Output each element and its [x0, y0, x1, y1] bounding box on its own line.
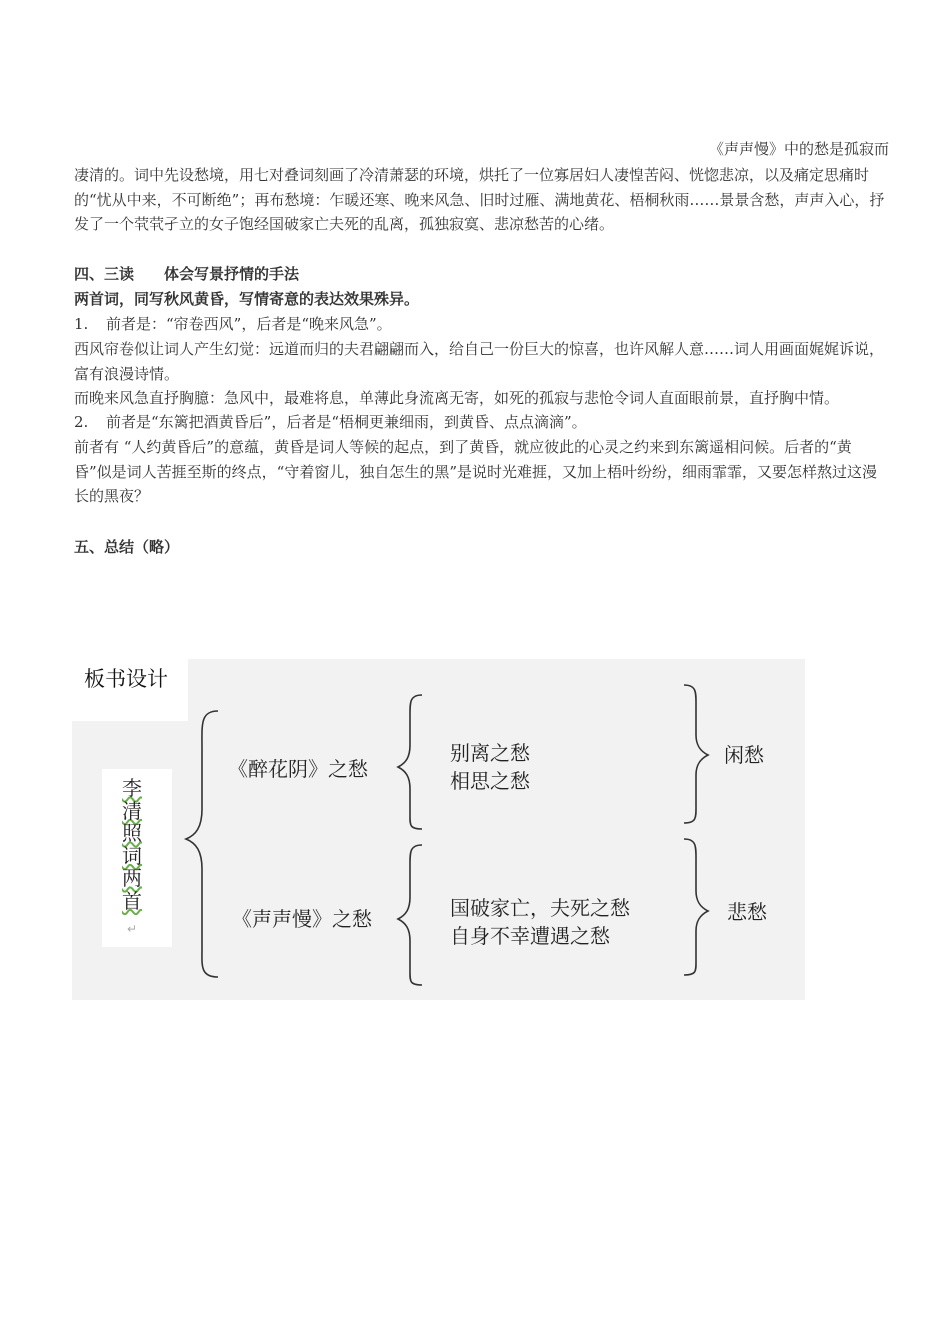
poem1-sorrow-2: 相思之愁 [450, 769, 530, 793]
intro-right-line: 《声声慢》中的愁是孤寂而 [708, 140, 889, 158]
item-2-text: 前者是“东篱把酒黄昏后”，后者是“梧桐更兼细雨，到黄昏、点点滴滴”。 [106, 413, 587, 431]
brace-lines [72, 659, 805, 1000]
board-title: 板书设计 [84, 667, 168, 691]
section4-subheading: 两首词，同写秋风黄昏，写情寄意的表达效果殊异。 [74, 290, 420, 308]
paragraph-west-wind: 西风帘卷似让词人产生幻觉：远道而归的夫君翩翩而入，给自己一份巨大的惊喜，也许风解人意……词人用画面娓娓诉说，富有浪漫诗情。 [74, 340, 885, 383]
poem2-sorrow-2: 自身不幸遭遇之愁 [450, 924, 610, 948]
return-mark: ↵ [127, 922, 138, 936]
poem1-left-brace [398, 695, 422, 829]
poem1-right-brace [684, 685, 708, 823]
paragraph-dusk: 前者有 “人约黄昏后”的意蕴，黄昏是词人等候的起点，到了黄昏，就应彼此的心灵之约来到东篱遥相问候。后者的“黄昏”似是词人苦捱至斯的终点，“守着窗儿，独自怎生的黑”是说时光难捱，又加上梧叶纷纷，细雨霏霏，又要怎样熬过这漫长的黑夜？ [74, 438, 878, 505]
item-1-number: 1. [74, 315, 89, 333]
poem1-sorrow-1: 别离之愁 [450, 741, 530, 765]
section5-heading: 五、总结（略） [74, 538, 180, 556]
poem1-label: 《醉花阴》之愁 [228, 757, 368, 781]
vertical-title: 李清照词两首 [122, 776, 142, 913]
poem2-right-brace [684, 839, 708, 975]
item-2-number: 2. [74, 413, 89, 431]
intro-paragraph: 凄清的。词中先设愁境，用七对叠词刻画了冷清萧瑟的环境，烘托了一位寡居妇人凄惶苦闷、恍惚悲凉，以及痛定思痛时的“忧从中来，不可断绝”；再布愁境：乍暖还寒、晚来风急、旧时过雁、满地黄花、梧桐秋雨……景景含愁，声声入心，抒发了一个茕茕孑立的女子饱经国破家亡夫死的乱离，孤独寂寞、悲凉愁苦的心绪。 [74, 166, 885, 233]
blackboard-design-figure [72, 659, 805, 1000]
item-1 [74, 312, 889, 337]
poem2-left-brace [398, 845, 422, 985]
poem2-label: 《声声慢》之愁 [232, 907, 372, 931]
section4-heading: 四、三读 体会写景抒情的手法 [74, 265, 300, 283]
poem1-result: 闲愁 [724, 743, 764, 767]
item-2 [74, 410, 889, 435]
item-1-text: 前者是：“帘卷西风”，后者是“晚来风急”。 [106, 315, 392, 333]
paragraph-evening-wind: 而晚来风急直抒胸臆：急风中，最难将息，单薄此身流离无寄，如死的孤寂与悲怆令词人直面眼前景，直抒胸中情。 [74, 389, 840, 407]
poem2-result: 悲愁 [727, 900, 767, 924]
main-left-brace [186, 711, 218, 977]
poem2-sorrow-1: 国破家亡，夫死之愁 [450, 896, 630, 920]
